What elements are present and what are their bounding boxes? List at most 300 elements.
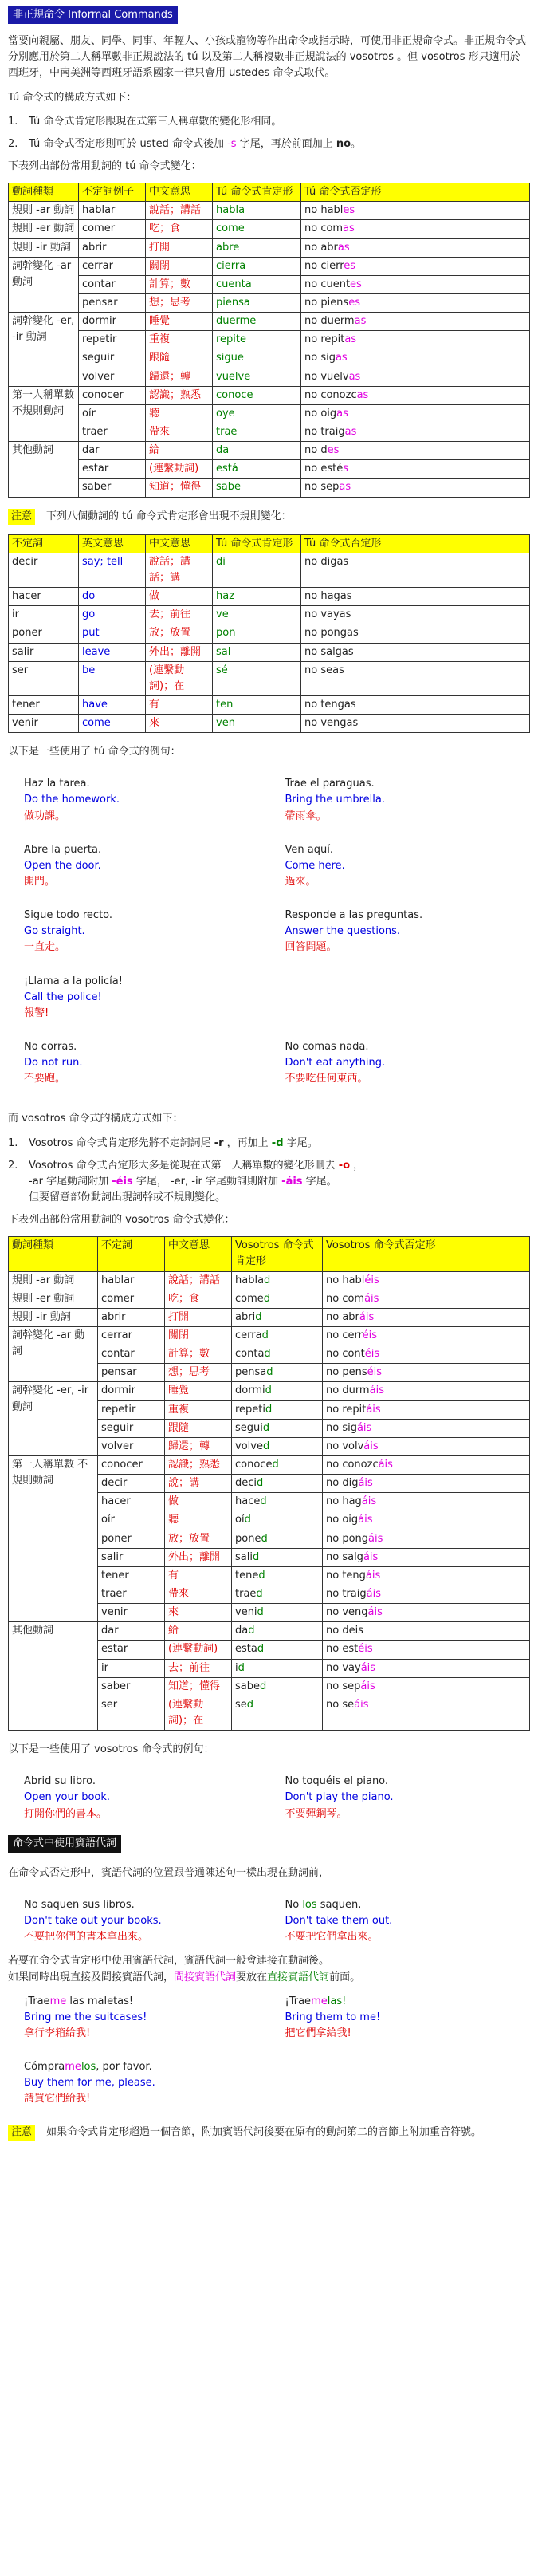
rule-text [29, 136, 361, 152]
negative-stem: no habl [326, 1274, 365, 1286]
infinitive-cell: decir [98, 1475, 165, 1493]
infinitive-cell: saber [79, 479, 146, 497]
affirmative-cell [232, 1566, 323, 1585]
english-cell: leave [79, 643, 146, 661]
rule-number: 1. [8, 1136, 18, 1149]
example-item [285, 974, 531, 1022]
infinitive-cell: volver [98, 1437, 165, 1455]
infinitive-cell: cerrar [79, 257, 146, 275]
affirmative-cell [232, 1548, 323, 1566]
infinitive-cell: repetir [79, 331, 146, 349]
meaning-cell: 說話；講話；講 [146, 553, 213, 587]
negative-ending: éis [364, 1274, 379, 1286]
verb-type-cell: 規則 -ir 動詞 [9, 238, 79, 257]
negative-cell [301, 331, 530, 349]
affirmative-cell [232, 1641, 323, 1659]
negative-cell [301, 220, 530, 238]
affirmative-stem: repeti [235, 1403, 266, 1416]
example-es [285, 1994, 531, 2010]
negative-ending: as [344, 425, 357, 438]
example-es-indirect: me [65, 2061, 81, 2074]
verb-type-cell: 其他動詞 [9, 1622, 98, 1731]
infinitive-cell: pensar [79, 293, 146, 312]
negative-ending: as [344, 333, 357, 346]
affirmative-cell [232, 1493, 323, 1511]
example-en: Come here. [285, 859, 345, 872]
table2-header: 不定詞 [9, 534, 79, 553]
verb-type-cell: 規則 -er 動詞 [9, 1290, 98, 1308]
negative-ending: as [339, 481, 351, 494]
rule-no-word: no [336, 137, 351, 150]
infinitive-cell: seguir [98, 1419, 165, 1437]
negative-stem: no hag [326, 1495, 362, 1508]
meaning-cell: 歸還；轉 [146, 368, 213, 386]
vos-heading: 而 vosotros 命令式的構成方式如下： [8, 1113, 183, 1125]
pronoun-line-2-end: 前面。 [329, 1971, 361, 1983]
vosotros-verbs-table [8, 1236, 530, 1731]
affirmative-ending: d [272, 1458, 279, 1471]
negative-stem: no teng [326, 1569, 366, 1581]
affirmative-cell: trae [213, 423, 301, 441]
meaning-cell: 吃；食 [146, 220, 213, 238]
pronoun-section-bar: 命令式中使用賓語代詞 [8, 1835, 121, 1853]
affirmative-ending: d [261, 1532, 268, 1545]
example-en: Open the door. [24, 859, 101, 872]
negative-stem: no oig [326, 1514, 359, 1526]
negative-ending: es [350, 278, 362, 290]
negative-stem: no cierr [304, 259, 344, 272]
infinitive-cell: repetir [98, 1400, 165, 1419]
negative-cell [323, 1327, 530, 1345]
affirmative-ending: d [262, 1421, 270, 1434]
example-zh: 不要把它們拿出來。 [285, 1931, 379, 1944]
affirmative-stem: da [235, 1625, 249, 1637]
table1-header: 動詞種類 [9, 183, 79, 202]
rule-text: Tú 命令式肯定形跟現在式第三人稱單數的變化形相同。 [29, 115, 282, 128]
affirmative-cell: cuenta [213, 275, 301, 293]
meaning-cell: 想；思考 [165, 1364, 232, 1382]
affirmative-cell [232, 1290, 323, 1308]
meaning-cell: 做 [165, 1493, 232, 1511]
affirmative-cell: haz [213, 588, 301, 606]
infinitive-cell: seguir [79, 349, 146, 368]
negative-stem: no abr [304, 241, 338, 254]
negative-cell [323, 1345, 530, 1364]
table3-header: 動詞種類 [9, 1237, 98, 1271]
table-row [9, 643, 530, 661]
negative-ending: áis [360, 1680, 375, 1692]
negative-cell [323, 1622, 530, 1641]
example-es-text: saquen. [316, 1898, 362, 1911]
affirmative-cell [232, 1327, 323, 1345]
title-bar: 非正規命令 Informal Commands [8, 6, 178, 24]
meaning-cell: 外出；離開 [146, 643, 213, 661]
english-cell: come [79, 715, 146, 733]
pronoun-negative-examples [8, 1889, 530, 1953]
affirmative-cell [232, 1604, 323, 1622]
negative-stem: no com [304, 223, 344, 235]
negative-cell: no pongas [301, 624, 530, 643]
affirmative-ending: d [252, 1550, 260, 1563]
affirmative-stem: segui [235, 1421, 263, 1434]
negative-ending: as [356, 388, 369, 401]
table-row [9, 202, 530, 220]
affirmative-ending: d [257, 1477, 264, 1490]
infinitive-cell: oír [98, 1511, 165, 1530]
table-row [9, 404, 530, 423]
affirmative-cell [232, 1530, 323, 1548]
table-row [9, 661, 530, 695]
affirmative-ending: d [255, 1310, 262, 1323]
table-row [9, 553, 530, 587]
affirmative-ending: d [248, 1625, 255, 1637]
example-es-direct: las! [327, 1995, 347, 2007]
verb-type-cell: 第一人稱單數 不規則動詞 [9, 1455, 98, 1621]
table-row [9, 1308, 530, 1326]
affirmative-ending: d [265, 1385, 272, 1397]
affirmative-cell [232, 1659, 323, 1677]
table2-header: 英文意思 [79, 534, 146, 553]
example-es: Ven aquí. [285, 843, 333, 856]
negative-cell [301, 368, 530, 386]
rule-suffix-mark: -s [227, 137, 237, 150]
english-cell: have [79, 695, 146, 714]
infinitive-cell: salir [98, 1548, 165, 1566]
table-row [9, 1327, 530, 1345]
pronoun-line-2-post: 要放在 [236, 1971, 268, 1983]
infinitive-cell: traer [98, 1585, 165, 1603]
infinitive-cell: abrir [79, 238, 146, 257]
meaning-cell: 有 [146, 695, 213, 714]
table-row [9, 1455, 530, 1474]
negative-cell [323, 1290, 530, 1308]
rule-text-mid: 字尾，再於前面加上 [236, 137, 336, 150]
affirmative-cell: está [213, 460, 301, 479]
meaning-cell: (連繫動詞) [146, 460, 213, 479]
example-en: Don't play the piano. [285, 1791, 394, 1804]
vos-rule-1 [8, 1136, 530, 1152]
negative-ending: es [343, 204, 355, 217]
negative-cell [301, 257, 530, 275]
examples2-intro: 以下是一些使用了 vosotros 命令式的例句： [8, 1743, 214, 1756]
table3-header: 中文意思 [165, 1237, 232, 1271]
example-es-indirect: me [311, 1995, 328, 2007]
affirmative-cell: habla [213, 202, 301, 220]
verb-type-cell: 規則 -ar 動詞 [9, 202, 79, 220]
example-es [285, 1897, 531, 1913]
infinitive-cell: comer [79, 220, 146, 238]
negative-cell [323, 1382, 530, 1400]
example-es: Haz la tarea. [24, 778, 90, 790]
meaning-cell: 關閉 [165, 1327, 232, 1345]
example-zh: 不要把你們的書本拿出來。 [24, 1931, 149, 1944]
intro-paragraph: 當要向親屬、朋友、同學、同事、年輕人、小孩或寵物等作出命令或指示時，可使用非正規命令式。非正規命令式分別應用於第二人稱單數非正規說法的 tú 以及第二人稱複數非正規說法的 vosotros 。但 vosotros 形只適用於西班牙，中南美洲等西班牙語系國家一律只會用 ustedes 命令式取代。 [8, 35, 527, 80]
negative-stem: no oig [304, 407, 337, 419]
negative-ending: áis [358, 1477, 373, 1490]
affirmative-cell [232, 1364, 323, 1382]
example-es: ¡Llama a la policía! [24, 975, 123, 987]
affirmative-ending: d [244, 1514, 251, 1526]
affirmative-stem: cerra [235, 1329, 262, 1341]
table3-intro: 下表列出部份常用動詞的 vosotros 命令式變化： [8, 1214, 235, 1227]
affirmative-cell: ten [213, 695, 301, 714]
affirmative-ending: d [260, 1680, 267, 1692]
negative-stem: no repit [326, 1403, 367, 1416]
infinitive-cell: hablar [98, 1271, 165, 1290]
example-zh: 一直走。 [24, 941, 66, 954]
affirmative-stem: pensa [235, 1366, 267, 1379]
meaning-cell: 睡覺 [165, 1382, 232, 1400]
example-en: Do the homework. [24, 794, 120, 806]
example-item [285, 1039, 531, 1087]
table-row [9, 368, 530, 386]
indirect-object-label: 間接賓語代詞 [174, 1971, 237, 1983]
affirmative-cell [232, 1677, 323, 1696]
infinitive-cell: pensar [98, 1364, 165, 1382]
negative-ending: es [327, 444, 340, 457]
negative-stem: no piens [304, 296, 349, 309]
table-row [9, 1382, 530, 1400]
pronoun-line-1: 若要在命令式肯定形中使用賓語代詞，賓語代詞一般會連接在動詞後。 [8, 1955, 330, 1967]
affirmative-ending: d [265, 1403, 273, 1416]
table-row [9, 588, 530, 606]
affirmative-cell: duerme [213, 313, 301, 331]
example-zh: 拿行李箱給我! [24, 2027, 91, 2039]
example-es: No corras. [24, 1041, 77, 1054]
affirmative-cell: come [213, 220, 301, 238]
negative-cell: no salgas [301, 643, 530, 661]
example-item [24, 842, 269, 890]
negative-ending: as [335, 352, 348, 364]
english-cell: put [79, 624, 146, 643]
negative-ending: áis [361, 1495, 377, 1508]
rule-text-pre: Tú 命令式否定形則可於 usted 命令式後加 [29, 137, 228, 150]
example-en: Do not run. [24, 1057, 83, 1069]
negative-ending: áis [354, 1698, 369, 1711]
negative-cell [323, 1548, 530, 1566]
negative-stem: no sep [326, 1680, 361, 1692]
example-zh: 不要吃任何東西。 [285, 1073, 368, 1085]
infinitive-cell: estar [79, 460, 146, 479]
negative-cell [323, 1364, 530, 1382]
rule-text-mid: ，再加上 [223, 1136, 272, 1149]
table-row [9, 715, 530, 733]
table1-header: 不定詞例子 [79, 183, 146, 202]
infinitive-cell: cerrar [98, 1327, 165, 1345]
meaning-cell: 關閉 [146, 257, 213, 275]
example-zh: 把它們拿給我! [285, 2027, 351, 2039]
verb-type-cell: 詞幹變化 -ar 動詞 [9, 257, 79, 312]
negative-ending: as [336, 407, 348, 419]
note-eight-verbs [8, 509, 530, 525]
meaning-cell: 來 [146, 715, 213, 733]
affirmative-ending: d [257, 1606, 264, 1619]
affirmative-stem: conoce [235, 1458, 273, 1471]
affirmative-cell [232, 1437, 323, 1455]
affirmative-ending: d [258, 1569, 265, 1581]
affirmative-cell [232, 1622, 323, 1641]
meaning-cell: 計算；數 [146, 275, 213, 293]
rule-number: 2. [8, 1159, 18, 1172]
example-es [24, 2059, 269, 2075]
meaning-cell: 知道；懂得 [146, 479, 213, 497]
rule-text-line2a: -ar 字尾動詞附加 [29, 1175, 112, 1188]
table1-header: Tú 命令式否定形 [301, 183, 530, 202]
infinitive-cell: volver [79, 368, 146, 386]
verb-type-cell: 詞幹變化 -er, -ir 動詞 [9, 313, 79, 387]
example-zh: 過來。 [285, 876, 316, 888]
affirmative-cell [232, 1419, 323, 1437]
example-en: Open your book. [24, 1791, 111, 1804]
rule-d-mark: -d [271, 1136, 284, 1149]
example-es: No comas nada. [285, 1041, 369, 1054]
table-row [9, 442, 530, 460]
negative-cell [301, 442, 530, 460]
affirmative-ending: d [246, 1698, 254, 1711]
negative-stem: no duerm [304, 315, 355, 328]
example-es: Abrid su libro. [24, 1775, 96, 1788]
pronoun-line-2 [8, 1970, 530, 1986]
affirmative-stem: sabe [235, 1680, 260, 1692]
infinitive-cell: conocer [79, 386, 146, 404]
negative-cell [323, 1659, 530, 1677]
meaning-cell: 聽 [165, 1511, 232, 1530]
meaning-cell: 歸還；轉 [165, 1437, 232, 1455]
infinitive-cell: hacer [9, 588, 79, 606]
affirmative-stem: deci [235, 1477, 257, 1490]
example-zh: 開門。 [24, 876, 56, 888]
infinitive-cell: poner [9, 624, 79, 643]
example-es: Sigue todo recto. [24, 909, 113, 922]
affirmative-ending: d [264, 1348, 271, 1361]
rule-text-pre: Vosotros 命令式肯定形先將不定詞詞尾 [29, 1136, 214, 1149]
affirmative-stem: hace [235, 1495, 261, 1508]
affirmative-cell: sigue [213, 349, 301, 368]
affirmative-stem: oí [235, 1514, 245, 1526]
rule-eis-mark: -éis [112, 1175, 133, 1188]
negative-cell [323, 1419, 530, 1437]
affirmative-stem: i [235, 1661, 238, 1674]
table-row [9, 386, 530, 404]
rule-o-mark: -o [338, 1159, 351, 1172]
infinitive-cell: estar [98, 1641, 165, 1659]
negative-stem: no dig [326, 1477, 359, 1490]
verb-type-cell: 第一人稱單數 不規則動詞 [9, 386, 79, 441]
example-es: Abre la puerta. [24, 843, 102, 856]
infinitive-cell: contar [98, 1345, 165, 1364]
meaning-cell: 帶來 [165, 1585, 232, 1603]
negative-cell [323, 1585, 530, 1603]
negative-cell [301, 349, 530, 368]
affirmative-ending: d [238, 1661, 245, 1674]
note-text: 下列八個動詞的 tú 命令式肯定形會出現不規則變化： [46, 510, 292, 522]
negative-cell [323, 1677, 530, 1696]
example-es: Trae el paraguas. [285, 778, 375, 790]
example-en: Call the police! [24, 991, 102, 1003]
table-row [9, 1622, 530, 1641]
negative-ending: as [354, 315, 367, 328]
meaning-cell: 放；放置 [165, 1530, 232, 1548]
note-label: 注意 [8, 2125, 35, 2141]
rule-text [29, 1158, 363, 1206]
negative-stem: no est [326, 1643, 359, 1656]
example-es-direct: los [81, 2061, 96, 2074]
pronoun-line-2-pre: 如果同時出現直接及間接賓語代詞， [8, 1971, 175, 1983]
affirmative-stem: tene [235, 1569, 259, 1581]
meaning-cell: (連繫動詞)；在 [165, 1696, 232, 1730]
table-row [9, 624, 530, 643]
meaning-cell: 外出；離開 [165, 1548, 232, 1566]
rule-ais-mark: -áis [281, 1175, 303, 1188]
table-row [9, 331, 530, 349]
negative-cell: no digas [301, 553, 530, 587]
negative-stem: no vuelv [304, 370, 349, 383]
table-row [9, 313, 530, 331]
negative-cell [323, 1530, 530, 1548]
negative-ending: éis [367, 1366, 382, 1379]
example-item [285, 842, 531, 890]
negative-ending: es [344, 259, 356, 272]
english-cell: go [79, 606, 146, 624]
verb-type-cell: 詞幹變化 -er, -ir 動詞 [9, 1382, 98, 1456]
negative-stem: no esté [304, 463, 344, 475]
final-note [8, 2125, 530, 2141]
example-zh: 帶雨傘。 [285, 809, 327, 822]
negative-ending: áis [378, 1458, 393, 1471]
irregular-verbs-table [8, 534, 530, 734]
infinitive-cell: poner [98, 1530, 165, 1548]
negative-stem: no pong [326, 1532, 369, 1545]
rule-number: 1. [8, 115, 18, 128]
example-item [24, 1039, 269, 1087]
infinitive-cell: comer [98, 1290, 165, 1308]
table-row [9, 460, 530, 479]
negative-stem: no volv [326, 1440, 364, 1452]
infinitive-cell: dar [98, 1622, 165, 1641]
table3-header: Vosotros 命令式否定形 [323, 1237, 530, 1271]
infinitive-cell: venir [9, 715, 79, 733]
meaning-cell: 認識；熟悉 [146, 386, 213, 404]
tu-verbs-table [8, 183, 530, 497]
negative-stem: no conozc [326, 1458, 379, 1471]
meaning-cell: 重複 [146, 331, 213, 349]
infinitive-cell: hacer [98, 1493, 165, 1511]
rule-text-line2b: 字尾， -er, -ir 字尾動詞則附加 [132, 1175, 282, 1188]
infinitive-cell: conocer [98, 1455, 165, 1474]
rule-r-mark: -r [214, 1136, 224, 1149]
negative-cell [301, 313, 530, 331]
meaning-cell: 放；放置 [146, 624, 213, 643]
affirmative-ending: d [261, 1329, 269, 1341]
example-zh: 打開你們的書本。 [24, 1807, 108, 1820]
negative-ending: éis [364, 1348, 380, 1361]
rule-text-line2c: 字尾。 [302, 1175, 337, 1188]
negative-ending: áis [369, 1385, 384, 1397]
table2-header: Tú 命令式否定形 [301, 534, 530, 553]
negative-ending: éis [358, 1643, 373, 1656]
table-row [9, 1271, 530, 1290]
english-cell: be [79, 661, 146, 695]
affirmative-cell: di [213, 553, 301, 587]
meaning-cell: 認識；熟悉 [165, 1455, 232, 1474]
infinitive-cell: oír [79, 404, 146, 423]
negative-cell [323, 1511, 530, 1530]
negative-stem: no sig [326, 1421, 357, 1434]
negative-cell [323, 1475, 530, 1493]
affirmative-cell: ve [213, 606, 301, 624]
negative-stem: no durm [326, 1385, 370, 1397]
example-es-text: No [285, 1898, 303, 1911]
